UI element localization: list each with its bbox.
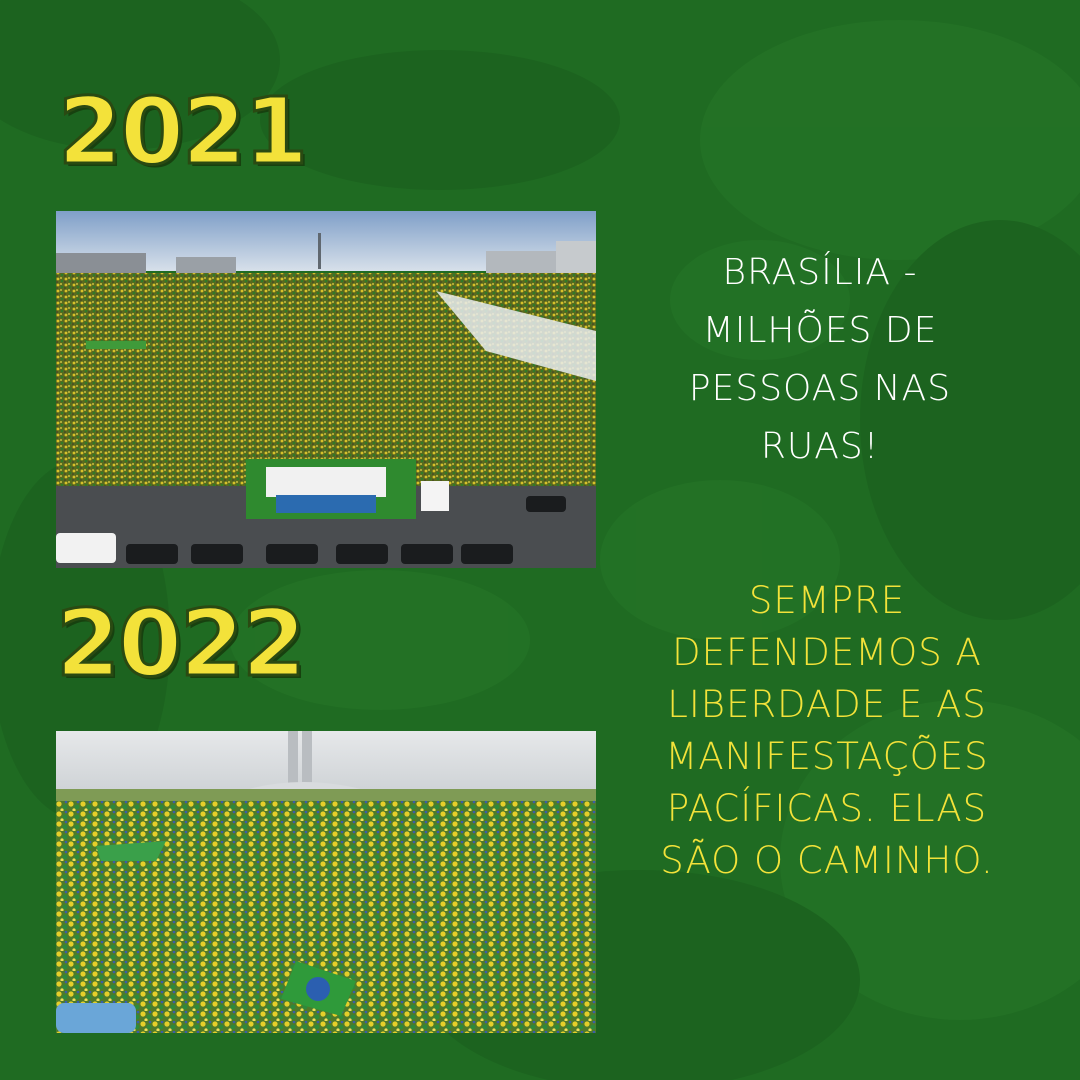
caption-brasilia-millions: BRASÍLIA - MILHÕES DE PESSOAS NAS RUAS! bbox=[688, 252, 952, 467]
year-2022-heading: 2022 bbox=[56, 590, 305, 697]
year-2021-heading: 2021 bbox=[58, 78, 307, 185]
crowd-photo-2021 bbox=[56, 211, 596, 568]
caption-freedom-message: SEMPRE DEFENDEMOS A LIBERDADE E AS MANIFESTAÇÕES PACÍFICAS. ELAS SÃO O CAMINHO. bbox=[660, 579, 994, 882]
crowd-photo-2022 bbox=[56, 731, 596, 1033]
